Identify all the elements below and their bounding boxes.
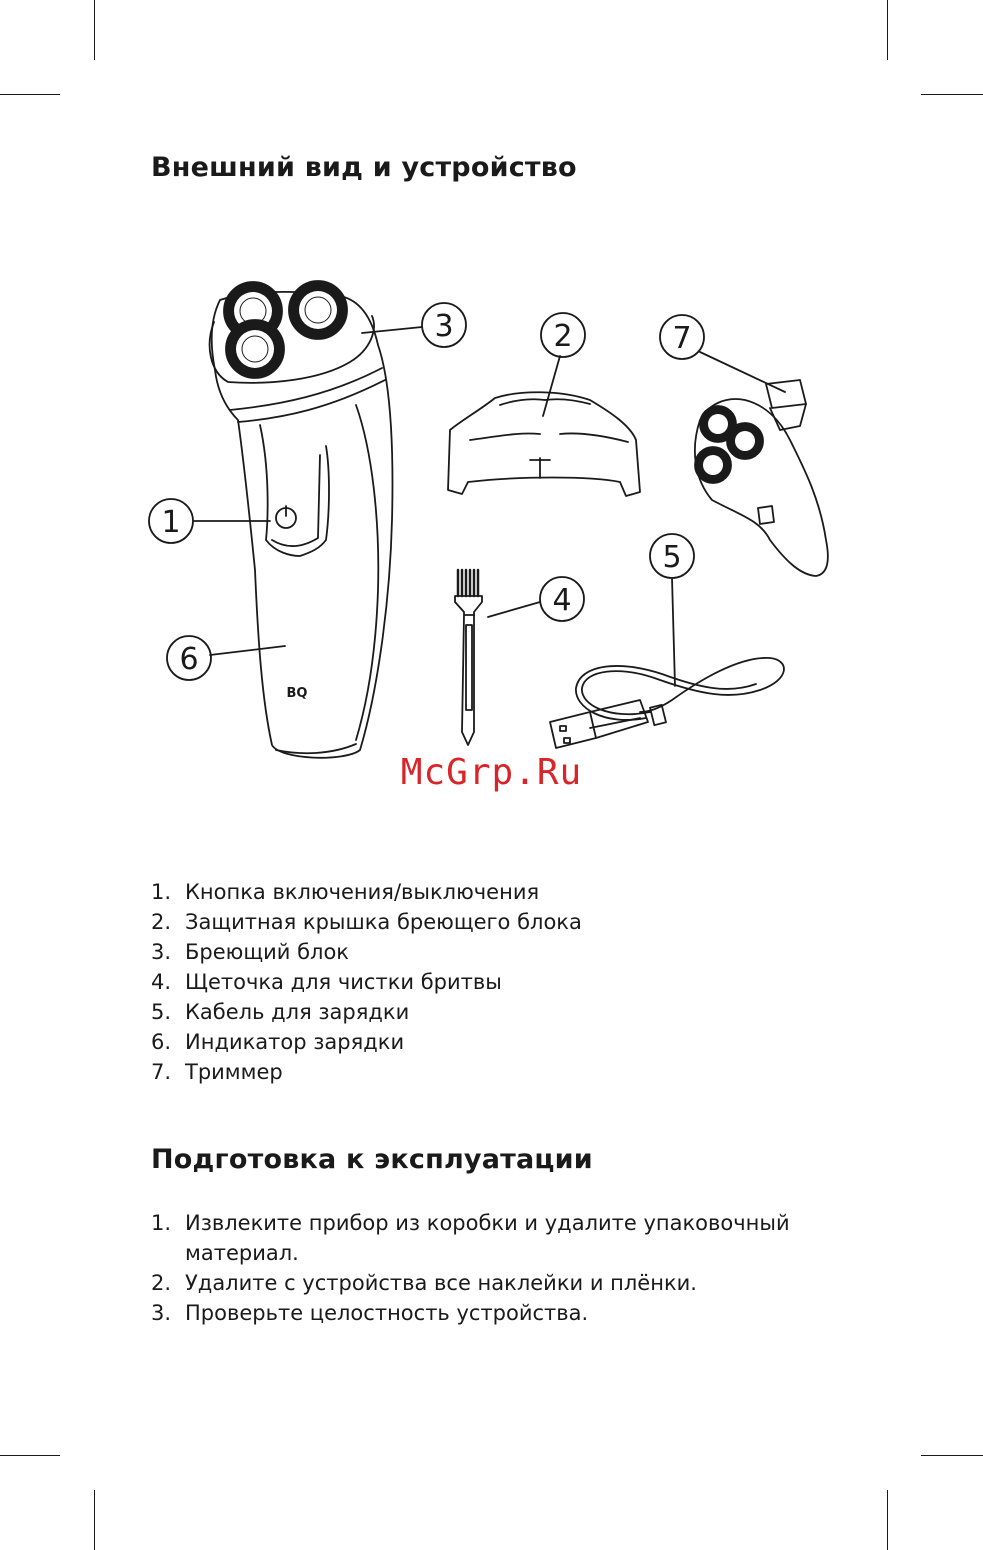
crop-mark-top-left-h xyxy=(0,94,60,95)
list-item: 3. Бреющий блок xyxy=(151,940,349,964)
brand-logo: BQ xyxy=(286,686,308,701)
heading-preparation: Подготовка к эксплуатации xyxy=(151,1144,593,1175)
crop-mark-bottom-left-h xyxy=(0,1455,60,1456)
callout-6: 6 xyxy=(179,642,199,677)
callout-1: 1 xyxy=(161,505,181,540)
list-item: 6. Индикатор зарядки xyxy=(151,1030,405,1054)
callout-7: 7 xyxy=(672,321,692,356)
list-item: 1. Кнопка включения/выключения xyxy=(151,880,540,904)
callout-4: 4 xyxy=(552,583,572,618)
device-illustration xyxy=(0,280,983,820)
protective-cap xyxy=(448,392,640,496)
crop-mark-top-right-h xyxy=(921,94,983,95)
charging-cable xyxy=(550,658,784,748)
callout-2: 2 xyxy=(553,319,573,354)
list-item: 1. Извлеките прибор из коробки и удалите упаковочный материал. xyxy=(151,1211,790,1265)
callout-5: 5 xyxy=(662,540,682,575)
list-item: 5. Кабель для зарядки xyxy=(151,1000,410,1024)
trimmer-shaver xyxy=(695,380,828,576)
shaving-head xyxy=(210,281,374,383)
list-item: 3. Проверьте целостность устройства. xyxy=(151,1301,589,1325)
power-icon xyxy=(276,506,296,528)
heading-appearance: Внешний вид и устройство xyxy=(151,152,577,183)
crop-mark-bottom-right-h xyxy=(921,1455,983,1456)
crop-mark-bottom-left xyxy=(94,1490,95,1550)
crop-mark-top-left xyxy=(94,0,95,60)
list-item: 7. Триммер xyxy=(151,1060,283,1084)
watermark: McGrp.Ru xyxy=(400,752,583,793)
cleaning-brush xyxy=(455,570,482,745)
list-item: 2. Защитная крышка бреющего блока xyxy=(151,910,582,934)
list-item: 2. Удалите с устройства все наклейки и плёнки. xyxy=(151,1271,697,1295)
callout-3: 3 xyxy=(434,309,454,344)
crop-mark-bottom-right xyxy=(887,1490,888,1550)
prep-steps-list xyxy=(151,1208,841,1328)
list-item: 4. Щеточка для чистки бритвы xyxy=(151,970,502,994)
crop-mark-top-right xyxy=(887,0,888,60)
parts-list xyxy=(151,877,851,1087)
